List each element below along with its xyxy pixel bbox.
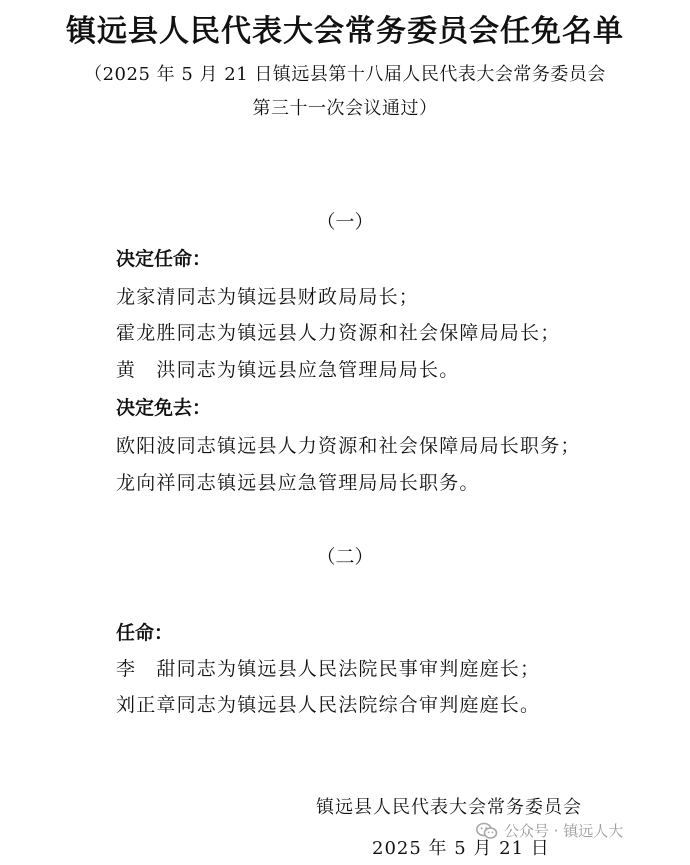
removal-label: 决定免去：: [116, 397, 212, 419]
document-title: 镇远县人民代表大会常务委员会任免名单: [66, 14, 624, 49]
appointment-item: 刘正章同志为镇远县人民法院综合审判庭庭长。: [116, 694, 541, 716]
appoint-label: 任命：: [116, 622, 174, 644]
issuer-signature: 镇远县人民代表大会常务委员会: [316, 797, 582, 818]
removal-item: 欧阳波同志镇远县人力资源和社会保障局局长职务；: [116, 435, 581, 457]
document-subtitle-line2: 第三十一次会议通过）: [252, 98, 438, 119]
appoint-label: 决定任命：: [116, 248, 212, 270]
section-1-heading: （一）: [316, 211, 374, 233]
watermark-text: 公众号 · 镇远人大: [504, 822, 624, 840]
appointment-item: 黄 洪同志为镇远县应急管理局局长。: [116, 359, 460, 381]
section-2-heading: （二）: [316, 546, 374, 568]
document-subtitle-line1: （2025 年 5 月 21 日镇远县第十八届人民代表大会常务委员会: [84, 64, 606, 85]
appointment-item: 霍龙胜同志为镇远县人力资源和社会保障局局长；: [116, 322, 561, 344]
removal-item: 龙向祥同志镇远县应急管理局局长职务。: [116, 472, 480, 494]
wechat-official-account-icon: [476, 822, 498, 840]
appointment-item: 李 甜同志为镇远县人民法院民事审判庭庭长；: [116, 658, 541, 680]
watermark: [476, 820, 623, 841]
appointment-item: 龙家清同志为镇远县财政局局长；: [116, 286, 420, 308]
issue-date: 2025 年 5 月 21 日: [372, 838, 550, 859]
